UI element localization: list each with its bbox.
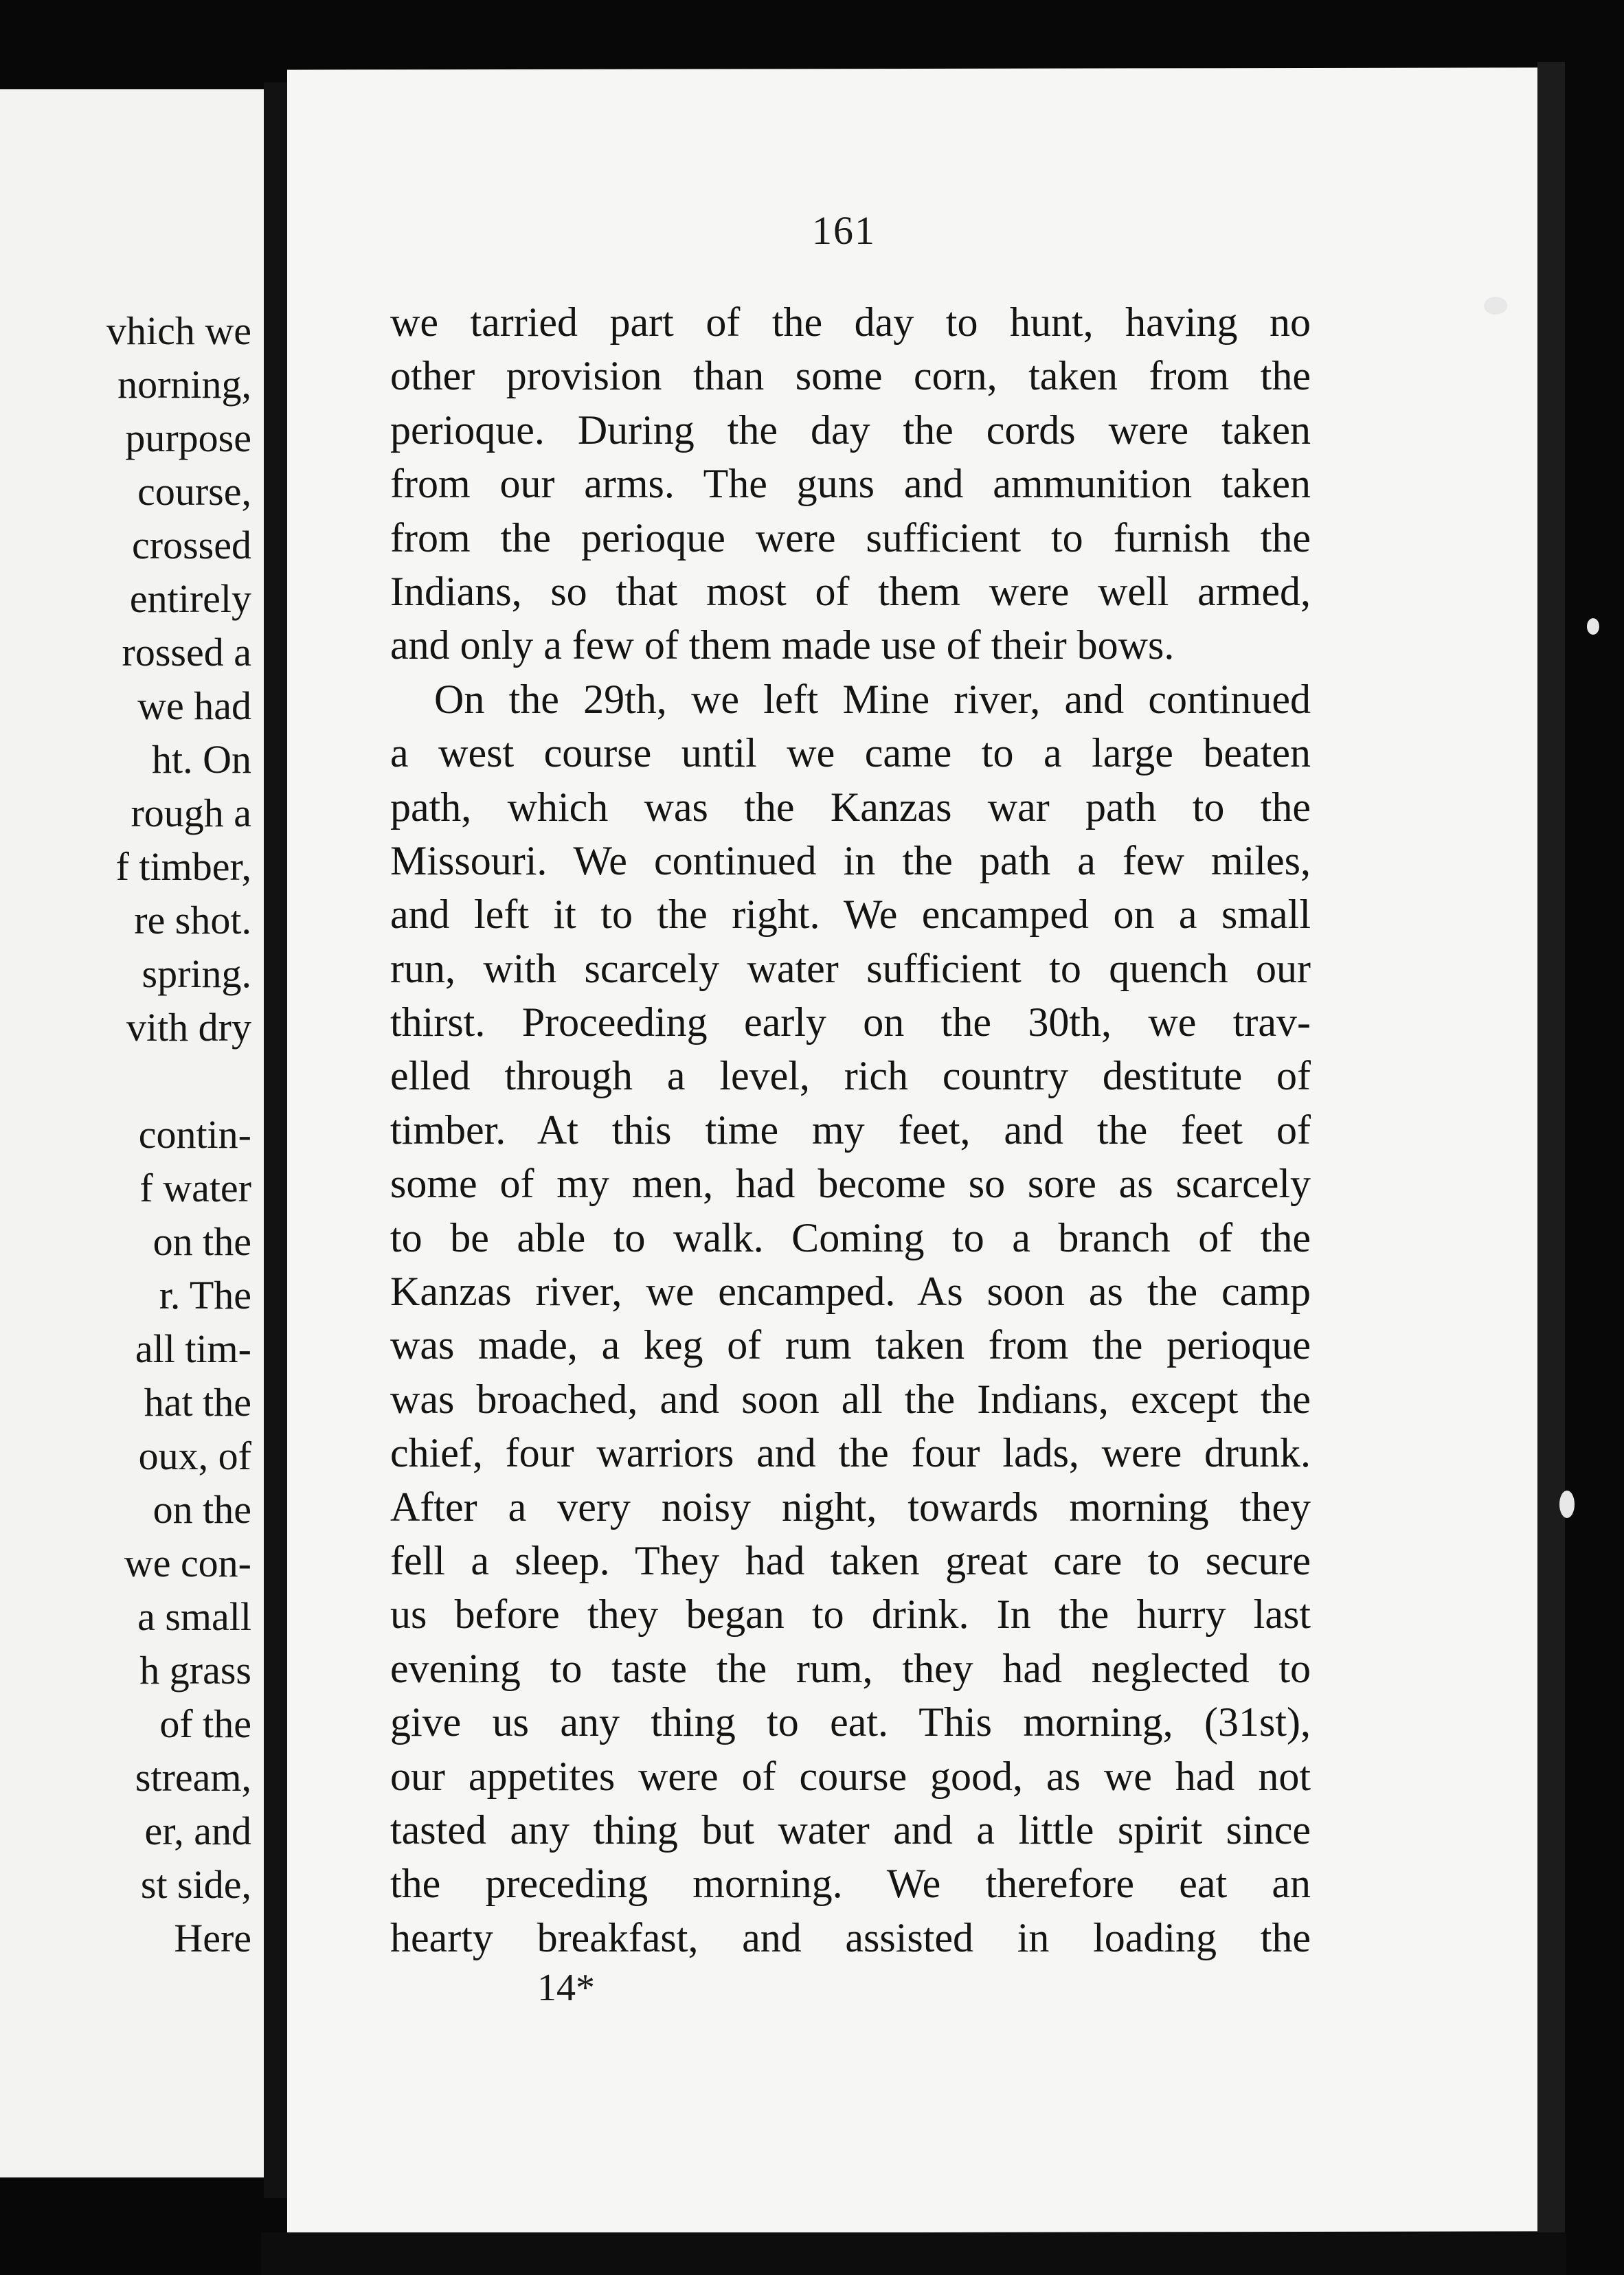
text-line: and only a few of them made use of their bows. <box>390 622 1175 668</box>
page-body-text <box>390 295 1311 1965</box>
left-line: of the <box>159 1701 251 1746</box>
left-line: norning, <box>117 362 251 407</box>
text-line: give us any thing to eat. This morning, (31st), <box>390 1699 1311 1745</box>
left-line: rough a <box>131 791 251 835</box>
text-line: we tarried part of the day to hunt, having no <box>390 299 1311 345</box>
book-gutter <box>264 82 287 2198</box>
left-line: on the <box>153 1219 251 1264</box>
scan-speck <box>1484 297 1507 315</box>
paragraph-start-line: On the 29th, we left Mine river, and continued <box>434 676 1311 722</box>
text-line: evening to taste the rum, they had neglected to <box>390 1645 1311 1691</box>
text-line: and left it to the right. We encamped on a small <box>390 892 1311 938</box>
text-line: thirst. Proceeding early on the 30th, we trav- <box>390 999 1311 1045</box>
text-line: perioque. During the day the cords were taken <box>390 407 1311 453</box>
left-line: contin- <box>138 1112 251 1157</box>
text-line: elled through a level, rich country destitute of <box>390 1053 1311 1099</box>
left-line: re shot. <box>134 898 251 942</box>
left-line: crossed <box>132 523 251 567</box>
text-line: timber. At this time my feet, and the feet of <box>390 1107 1311 1153</box>
signature-mark: 14* <box>537 1967 595 2009</box>
page-number: 161 <box>812 208 876 253</box>
left-line: stream, <box>135 1755 251 1800</box>
left-line: er, and <box>144 1809 251 1853</box>
left-line: all tim- <box>135 1326 251 1371</box>
bottom-edge <box>261 2232 1566 2275</box>
text-line: us before they began to drink. In the hurry last <box>390 1592 1311 1638</box>
text-line: After a very noisy night, towards morning they <box>390 1484 1311 1530</box>
left-line: f timber, <box>115 844 251 889</box>
text-line: Kanzas river, we encamped. As soon as the camp <box>390 1269 1311 1315</box>
scan-speck <box>1559 1491 1575 1518</box>
text-line: Missouri. We continued in the path a few miles, <box>390 837 1311 883</box>
text-line: tasted any thing but water and a little spirit since <box>390 1807 1311 1853</box>
text-line: fell a sleep. They had taken great care to secure <box>390 1537 1311 1583</box>
left-line: purpose <box>125 416 251 460</box>
left-line: a small <box>137 1594 251 1639</box>
text-line: run, with scarcely water sufficient to quench our <box>390 945 1311 991</box>
text-line: hearty breakfast, and assisted in loading the <box>390 1914 1311 1960</box>
text-line: our appetites were of course good, as we had not <box>390 1753 1311 1799</box>
scan-speck <box>1587 618 1599 635</box>
text-line: a west course until we came to a large beaten <box>390 730 1311 776</box>
left-line: we had <box>137 683 251 728</box>
left-line: h grass <box>139 1648 251 1693</box>
text-line: to be able to walk. Coming to a branch of the <box>390 1214 1311 1260</box>
text-line: chief, four warriors and the four lads, were drunk. <box>390 1430 1311 1476</box>
left-line: entirely <box>129 576 251 621</box>
text-line: was made, a keg of rum taken from the perioque <box>390 1322 1311 1368</box>
text-line: path, which was the Kanzas war path to the <box>390 784 1311 830</box>
left-line: r. The <box>159 1273 251 1317</box>
left-line: vith dry <box>126 1005 251 1050</box>
text-line: was broached, and soon all the Indians, except the <box>390 1376 1311 1422</box>
left-line: hat the <box>144 1380 251 1425</box>
left-page <box>0 89 267 2177</box>
left-line: we con- <box>124 1541 251 1585</box>
text-line: from our arms. The guns and ammunition taken <box>390 461 1311 507</box>
text-line: some of my men, had become so sore as scarcely <box>390 1161 1311 1207</box>
left-line: Here <box>174 1916 251 1960</box>
left-line: st side, <box>140 1862 251 1907</box>
left-line: rossed a <box>122 630 251 675</box>
left-line: f water <box>139 1166 251 1210</box>
text-line: other provision than some corn, taken from the <box>390 353 1311 399</box>
left-line: vhich we <box>106 308 251 353</box>
left-line: oux, of <box>138 1434 251 1478</box>
text-line: Indians, so that most of them were well armed, <box>390 568 1311 614</box>
left-line: ht. On <box>152 737 251 782</box>
left-line: course, <box>137 469 251 514</box>
text-line: from the perioque were sufficient to furnish the <box>390 514 1311 561</box>
page-edge <box>1537 62 1565 2246</box>
left-line: on the <box>153 1487 251 1532</box>
text-line: the preceding morning. We therefore eat an <box>390 1861 1311 1907</box>
left-line: spring. <box>142 951 251 996</box>
